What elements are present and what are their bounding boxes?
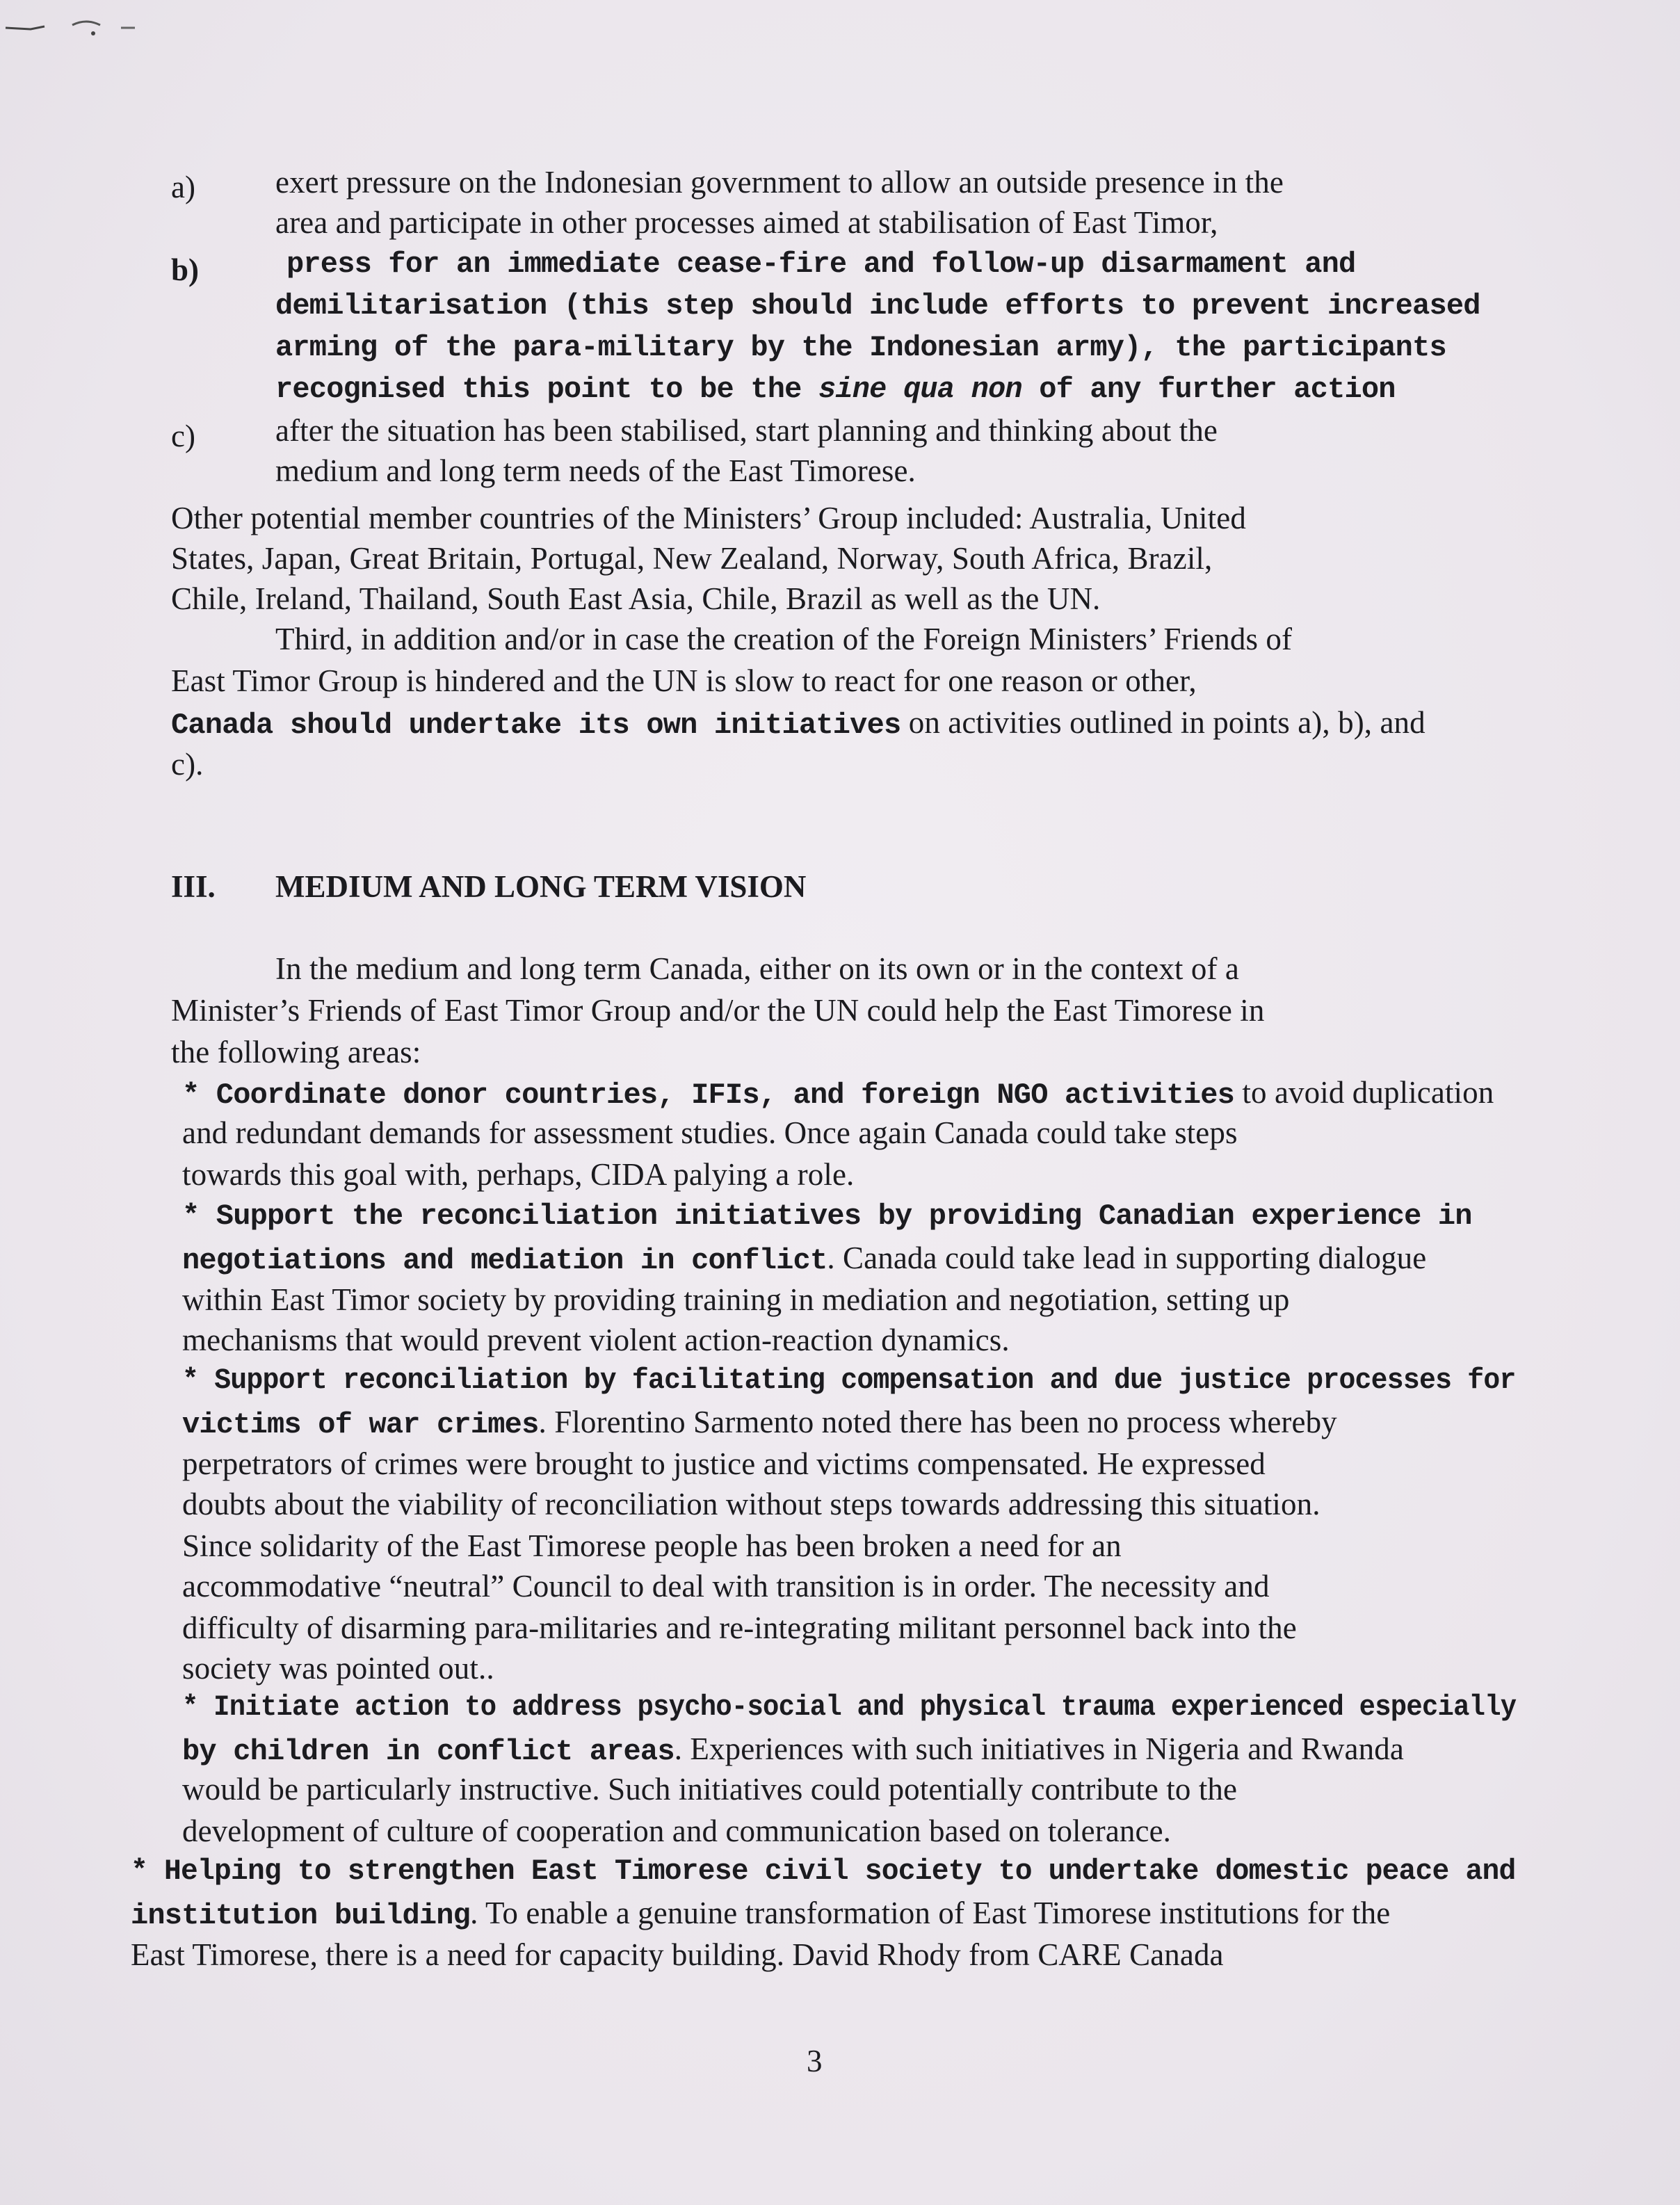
bullet-1-rest: to avoid duplication xyxy=(1234,1075,1494,1110)
members-line-2: States, Japan, Great Britain, Portugal, New Zealand, Norway, South Africa, Brazil, xyxy=(171,541,1213,576)
bullet-3-rest: . Florentino Sarmento noted there has been no process whereby xyxy=(538,1405,1337,1439)
third-line-3 xyxy=(171,702,1425,745)
bullet-2-line-3: within East Timor society by providing training in mediation and negotiation, setting up xyxy=(182,1282,1290,1317)
list-b-line-4-post: of any further action xyxy=(1021,373,1396,406)
bullet-4-line-2 xyxy=(182,1729,1404,1772)
list-c-line-2: medium and long term needs of the East Timorese. xyxy=(275,453,916,488)
list-label-b: b) xyxy=(171,252,200,287)
intro-line-1: In the medium and long term Canada, either on its own or in the context of a xyxy=(275,951,1239,986)
bullet-2-line-4: mechanisms that would prevent violent action-reaction dynamics. xyxy=(182,1323,1010,1357)
list-b-line-4 xyxy=(275,369,1396,410)
list-a-line-2: area and participate in other processes aimed at stabilisation of East Timor, xyxy=(275,205,1218,240)
bullet-5-bold: institution building xyxy=(131,1899,471,1932)
list-b-line-2: demilitarisation (this step should include efforts to prevent increased xyxy=(275,289,1480,323)
bullet-3-line-8: society was pointed out.. xyxy=(182,1651,494,1686)
list-b-line-4-pre: recognised this point to be the xyxy=(275,373,818,406)
bullet-1-bold: * Coordinate donor countries, IFIs, and foreign NGO activities xyxy=(182,1079,1235,1112)
section-number: III. xyxy=(171,869,216,904)
members-line-3: Chile, Ireland, Thailand, South East Asia, Chile, Brazil as well as the UN. xyxy=(171,581,1101,616)
bullet-3-line-1: * Support reconciliation by facilitating compensation and due justice processes for xyxy=(182,1364,1516,1397)
bullet-5-line-3: East Timorese, there is a need for capacity building. David Rhody from CARE Canada xyxy=(131,1937,1224,1972)
bullet-5-line-2 xyxy=(131,1893,1390,1936)
bullet-3-line-5: Since solidarity of the East Timorese people has been broken a need for an xyxy=(182,1528,1122,1563)
intro-line-2: Minister’s Friends of East Timor Group and/or the UN could help the East Timorese in xyxy=(171,993,1265,1028)
bullet-1-line-3: towards this goal with, perhaps, CIDA palying a role. xyxy=(182,1157,855,1192)
bullet-5-line-1: * Helping to strengthen East Timorese civil society to undertake domestic peace and xyxy=(131,1855,1516,1888)
bullet-2-line-1: * Support the reconciliation initiatives by providing Canadian experience in xyxy=(182,1200,1472,1233)
bullet-3-line-6: accommodative “neutral” Council to deal with transition is in order. The necessity and xyxy=(182,1569,1270,1604)
bullet-3-line-4: doubts about the viability of reconciliation without steps towards addressing this situation. xyxy=(182,1487,1320,1521)
third-bold: Canada should undertake its own initiatives xyxy=(171,709,901,742)
third-line-2: East Timor Group is hindered and the UN is slow to react for one reason or other, xyxy=(171,663,1197,698)
bullet-3-line-2 xyxy=(182,1402,1337,1445)
bullet-2-bold: negotiations and mediation in conflict xyxy=(182,1244,827,1277)
third-line-4: c). xyxy=(171,747,204,782)
bullet-3-bold: victims of war crimes xyxy=(182,1408,539,1441)
bullet-1-line-1 xyxy=(182,1072,1494,1115)
bullet-2-rest: . Canada could take lead in supporting dialogue xyxy=(827,1241,1427,1275)
members-line-1: Other potential member countries of the Ministers’ Group included: Australia, United xyxy=(171,501,1246,535)
list-b-line-3: arming of the para-military by the Indonesian army), the participants xyxy=(275,331,1446,364)
scan-mark xyxy=(3,13,142,40)
list-b-line-1: press for an immediate cease-fire and follow-up disarmament and xyxy=(286,248,1356,281)
bullet-1-line-2: and redundant demands for assessment studies. Once again Canada could take steps xyxy=(182,1115,1238,1150)
bullet-5-rest: . To enable a genuine transformation of East Timorese institutions for the xyxy=(470,1896,1391,1930)
bullet-3-line-7: difficulty of disarming para-militaries and re-integrating militant personnel back into the xyxy=(182,1610,1297,1645)
bullet-4-rest: . Experiences with such initiatives in Nigeria and Rwanda xyxy=(674,1731,1404,1766)
list-c-line-1: after the situation has been stabilised, start planning and thinking about the xyxy=(275,413,1218,448)
bullet-4-line-1: * Initiate action to address psycho-social and physical trauma experienced especially xyxy=(182,1690,1517,1724)
list-a-line-1: exert pressure on the Indonesian government to allow an outside presence in the xyxy=(275,165,1284,200)
page-number: 3 xyxy=(807,2044,823,2078)
third-line-1: Third, in addition and/or in case the creation of the Foreign Ministers’ Friends of xyxy=(275,622,1293,656)
list-label-c: c) xyxy=(171,419,195,453)
bullet-4-line-3: would be particularly instructive. Such initiatives could potentially contribute to the xyxy=(182,1772,1238,1807)
bullet-3-line-3: perpetrators of crimes were brought to justice and victims compensated. He expressed xyxy=(182,1446,1266,1481)
sine-qua-non-emphasis: sine qua non xyxy=(818,373,1022,406)
third-rest: on activities outlined in points a), b), and xyxy=(900,705,1425,740)
intro-line-3: the following areas: xyxy=(171,1035,421,1069)
bullet-4-bold: by children in conflict areas xyxy=(182,1735,675,1768)
bullet-4-line-4: development of culture of cooperation and communication based on tolerance. xyxy=(182,1814,1171,1848)
section-title: MEDIUM AND LONG TERM VISION xyxy=(275,869,807,904)
list-label-a: a) xyxy=(171,170,195,204)
bullet-2-line-2 xyxy=(182,1238,1426,1281)
